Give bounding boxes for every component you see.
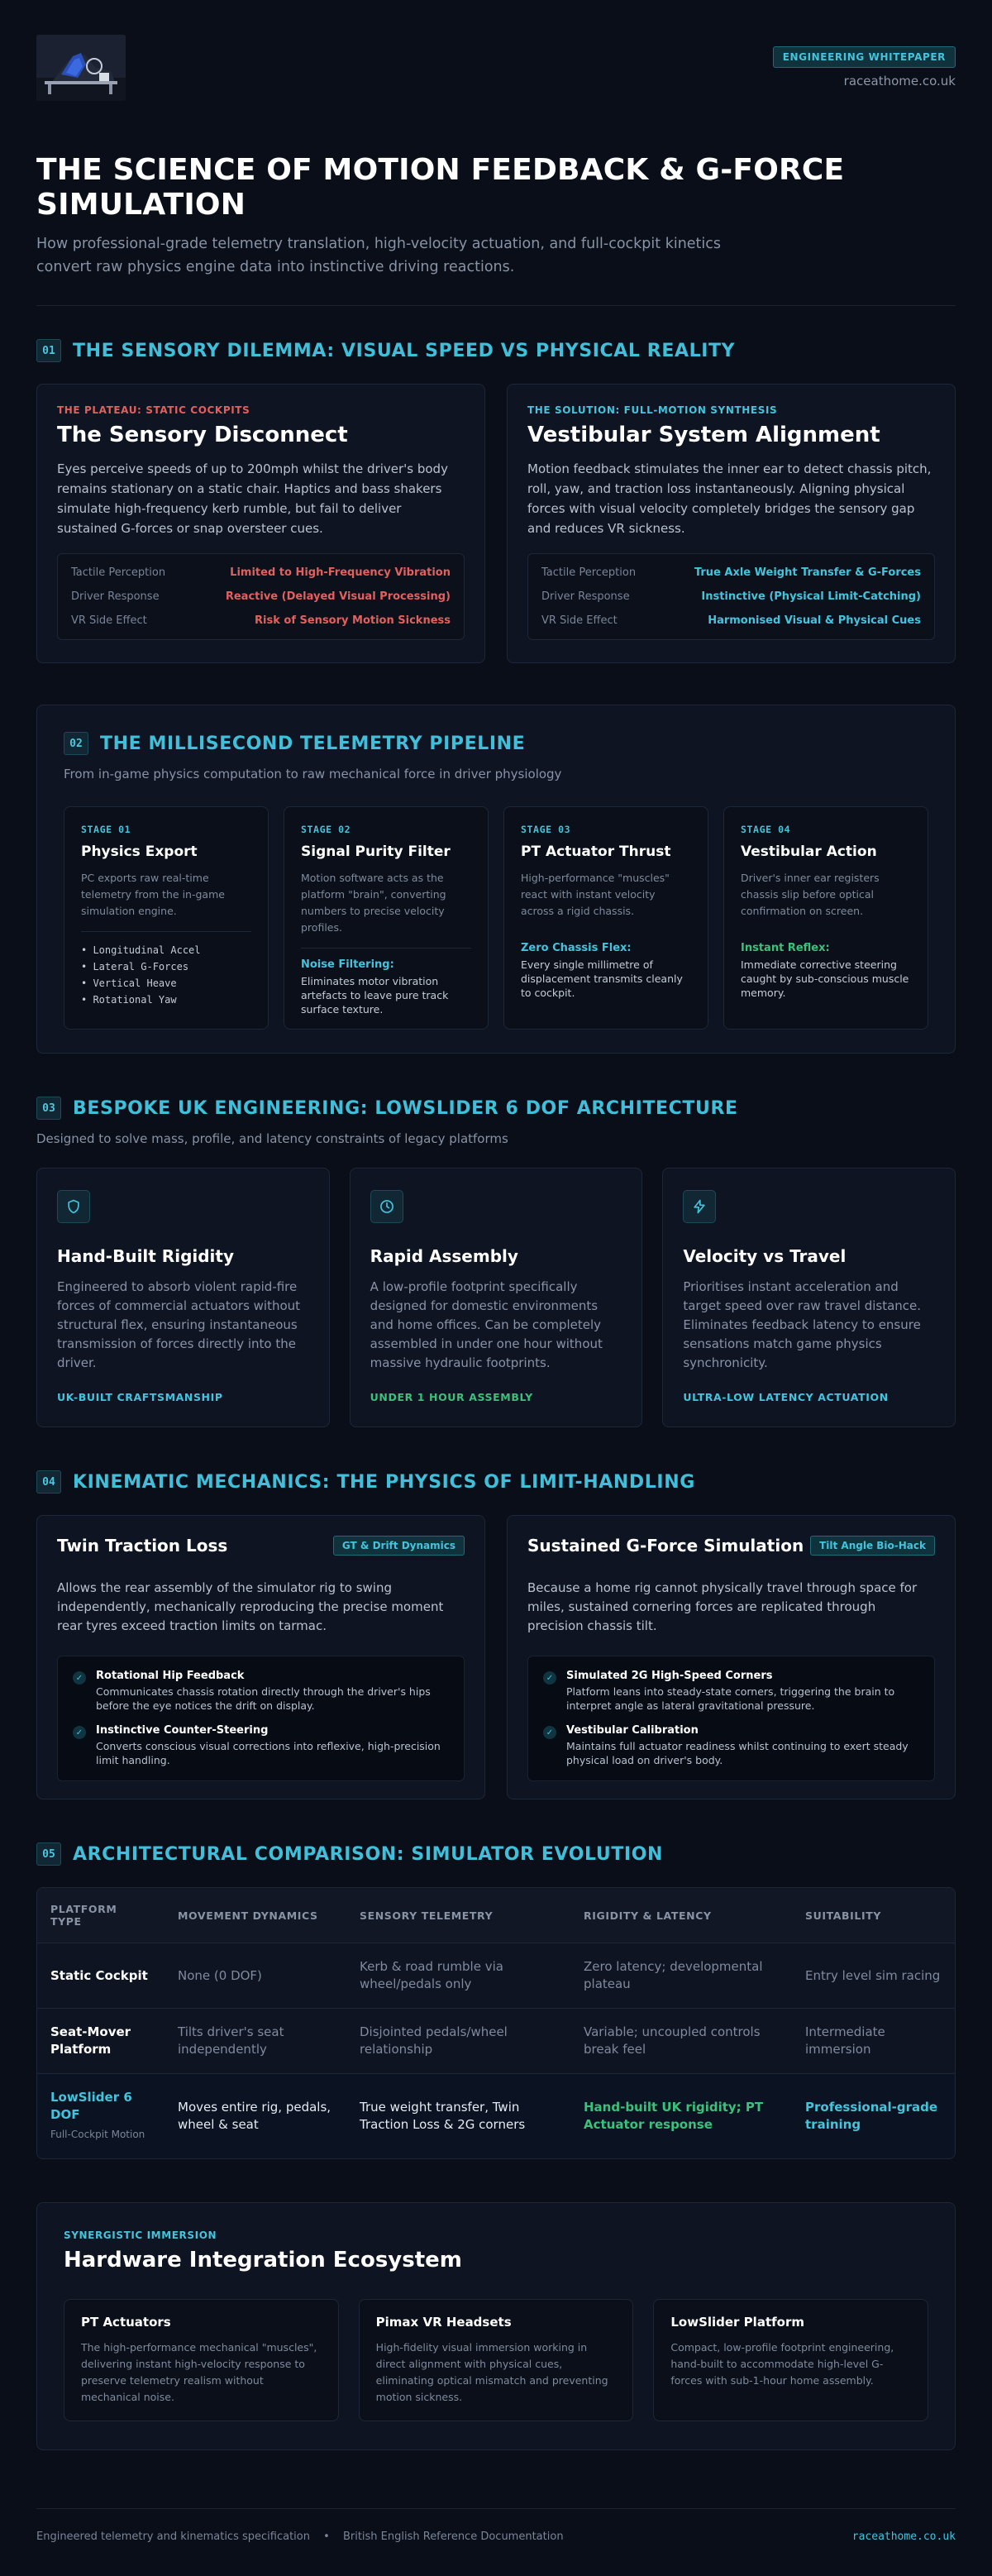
table-header-row	[37, 1888, 955, 1943]
platform-note: Full-Cockpit Motion	[50, 2129, 145, 2140]
card-title: The Sensory Disconnect	[57, 423, 348, 447]
section-title: ARCHITECTURAL COMPARISON: SIMULATOR EVOLUTION	[73, 1843, 664, 1865]
table-cell: Intermediate immersion	[792, 2009, 955, 2074]
benefit-list	[527, 1656, 935, 1781]
twin-traction-card	[36, 1515, 485, 1799]
metric-row	[71, 561, 451, 585]
section-sensory-dilemma	[36, 339, 956, 663]
benefit-title: Simulated 2G High-Speed Corners	[566, 1670, 773, 1682]
section-heading	[36, 1097, 956, 1120]
card-body: Allows the rear assembly of the simulator rig to swing independently, mechanically reproducing the precise moment rear tyres exceed traction limits on tarmac.	[57, 1580, 444, 1633]
stage-divider	[81, 931, 251, 932]
table-cell: Entry level sim racing	[792, 1943, 955, 2009]
platform-name: LowSlider 6 DOF	[50, 2090, 132, 2122]
table-cell: True weight transfer, Twin Traction Loss & 2G corners	[346, 2074, 570, 2159]
stage-label: STAGE 02	[301, 824, 351, 835]
stage-highlight-text: Every single millimetre of displacement transmits cleanly to cockpit.	[521, 958, 683, 999]
section-heading	[36, 339, 956, 362]
ecosystem-card-body: High-fidelity visual immersion working in direct alignment with physical cues, eliminating optical mismatch and preventing motion sickness.	[375, 2341, 608, 2403]
section-title: BESPOKE UK ENGINEERING: LOWSLIDER 6 DOF ARCHITECTURE	[73, 1097, 738, 1119]
stage-divider	[301, 948, 471, 949]
stage-highlight: Noise Filtering:	[301, 958, 394, 971]
benefit-item	[543, 1670, 919, 1713]
table-row-highlighted	[37, 2074, 955, 2159]
g-force-card	[507, 1515, 956, 1799]
metric-value: Limited to High-Frequency Vibration	[230, 566, 451, 579]
comparison-table	[36, 1887, 956, 2159]
benefit-title: Instinctive Counter-Steering	[96, 1724, 269, 1737]
pipeline-stage	[723, 806, 928, 1030]
table-cell	[37, 2074, 165, 2159]
table-cell: Hand-built UK rigidity; PT Actuator response	[570, 2074, 792, 2159]
benefit-list	[57, 1656, 465, 1781]
table-row	[37, 1943, 955, 2009]
benefit-item	[73, 1724, 449, 1767]
feature-card	[662, 1168, 956, 1427]
table-cell: Kerb & road rumble via wheel/pedals only	[346, 1943, 570, 2009]
card-body: Eyes perceive speeds of up to 200mph whilst the driver's body remains stationary on a static chair. Haptics and bass shakers simulate high-frequency kerb rumble, but fail to deliver sustained G-forces or snap oversteer cues.	[57, 461, 448, 536]
stage-label: STAGE 03	[521, 824, 571, 835]
feature-body: A low-profile footprint specifically designed for domestic environments and home offices. Can be completely assembled in under one hour without massive hydraulic footprints.	[370, 1279, 603, 1370]
column-header: MOVEMENT DYNAMICS	[165, 1888, 346, 1943]
table-cell: Professional-grade training	[792, 2074, 955, 2159]
lightning-icon	[683, 1190, 716, 1223]
column-header: SUITABILITY	[792, 1888, 955, 1943]
header-divider	[36, 305, 956, 306]
footer-left	[36, 2531, 564, 2543]
ecosystem-card	[653, 2299, 928, 2421]
telemetry-list	[81, 942, 251, 1008]
table-cell: Seat-Mover Platform	[37, 2009, 165, 2074]
table-cell: Static Cockpit	[37, 1943, 165, 2009]
stage-highlight-text: Immediate corrective steering caught by sub-conscious muscle memory.	[741, 958, 909, 999]
footer-separator: •	[323, 2531, 330, 2543]
stage-highlight: Instant Reflex:	[741, 942, 830, 954]
static-cockpit-card	[36, 384, 485, 663]
benefit-text: Platform leans into steady-state corners, triggering the brain to interpret angle as lateral gravitational pressure.	[566, 1685, 895, 1712]
table-cell: Tilts driver's seat independently	[165, 2009, 346, 2074]
card-body: Motion feedback stimulates the inner ear to detect chassis pitch, roll, yaw, and traction loss instantaneously. Aligning physical forces with visual velocity completely bridges the sensory gap and reduces VR sickness.	[527, 461, 932, 536]
footer-spec-text: Engineered telemetry and kinematics specification	[36, 2531, 310, 2543]
metric-row	[541, 609, 921, 633]
stage-divider	[741, 931, 911, 932]
section-description: Designed to solve mass, profile, and latency constraints of legacy platforms	[36, 1131, 508, 1146]
section-heading	[36, 1842, 956, 1866]
simulator-thumbnail	[36, 35, 126, 101]
card-body: Because a home rig cannot physically travel through space for miles, sustained cornering forces are replicated through precision chassis tilt.	[527, 1580, 918, 1633]
metric-label: Tactile Perception	[71, 566, 166, 579]
check-icon: ✓	[73, 1671, 86, 1685]
metric-value: True Axle Weight Transfer & G-Forces	[694, 566, 921, 579]
benefit-title: Vestibular Calibration	[566, 1724, 699, 1737]
card-eyebrow: THE PLATEAU: STATIC COCKPITS	[57, 404, 250, 416]
metric-label: Tactile Perception	[541, 566, 637, 579]
section-kinematic-mechanics	[36, 1470, 956, 1799]
section-telemetry-pipeline	[36, 705, 956, 1054]
category-pill: Tilt Angle Bio-Hack	[810, 1536, 935, 1556]
metric-label: Driver Response	[541, 590, 630, 603]
stage-highlight-text: Eliminates motor vibration artefacts to leave pure track surface texture.	[301, 975, 449, 1016]
section-eyebrow: SYNERGISTIC IMMERSION	[64, 2230, 217, 2241]
metrics-panel	[527, 553, 935, 640]
page-title: THE SCIENCE OF MOTION FEEDBACK & G-FORCE SIMULATION	[36, 153, 845, 222]
feature-title: Hand-Built Rigidity	[57, 1246, 235, 1266]
benefit-text: Communicates chassis rotation directly through the driver's hips before the eye notices the drift on display.	[96, 1685, 431, 1712]
section-uk-engineering	[36, 1097, 956, 1427]
table-cell: None (0 DOF)	[165, 1943, 346, 2009]
shield-icon	[57, 1190, 90, 1223]
section-title: THE MILLISECOND TELEMETRY PIPELINE	[100, 733, 526, 754]
page-subtitle: How professional-grade telemetry translation, high-velocity actuation, and full-cockpit kinetics convert raw physics engine data into instinctive driving reactions.	[36, 236, 722, 275]
check-icon: ✓	[73, 1726, 86, 1739]
stage-title: Vestibular Action	[741, 844, 877, 860]
stage-highlight: Zero Chassis Flex:	[521, 942, 632, 954]
table-cell: Moves entire rig, pedals, wheel & seat	[165, 2074, 346, 2159]
column-header: RIGIDITY & LATENCY	[570, 1888, 792, 1943]
stage-label: STAGE 01	[81, 824, 131, 835]
section-number: 04	[36, 1470, 61, 1494]
metric-label: VR Side Effect	[71, 614, 147, 627]
stage-title: Signal Purity Filter	[301, 844, 451, 860]
metric-label: VR Side Effect	[541, 614, 618, 627]
table-row	[37, 2009, 955, 2074]
benefit-title: Rotational Hip Feedback	[96, 1670, 245, 1682]
feature-title: Velocity vs Travel	[683, 1246, 847, 1266]
footer	[36, 2508, 956, 2543]
stage-description: Driver's inner ear registers chassis slip before optical confirmation on screen.	[741, 872, 880, 917]
metrics-panel	[57, 553, 465, 640]
site-url[interactable]: raceathome.co.uk	[843, 74, 956, 88]
metric-value: Reactive (Delayed Visual Processing)	[225, 590, 451, 603]
feature-tag: UNDER 1 HOUR ASSEMBLY	[370, 1391, 533, 1403]
metric-row	[541, 585, 921, 609]
whitepaper-badge: ENGINEERING WHITEPAPER	[773, 46, 956, 68]
stage-divider	[521, 931, 691, 932]
stage-description: High-performance "muscles" react with instant velocity across a rigid chassis.	[521, 872, 670, 917]
section-ecosystem	[36, 2202, 956, 2450]
section-number: 05	[36, 1842, 61, 1866]
column-header: SENSORY TELEMETRY	[346, 1888, 570, 1943]
card-title: Twin Traction Loss	[57, 1536, 228, 1556]
feature-body: Engineered to absorb violent rapid-fire forces of commercial actuators without structural flex, ensuring instantaneous transmission of forces directly into the driver.	[57, 1279, 301, 1370]
section-comparison	[36, 1842, 956, 2159]
pipeline-stage	[284, 806, 489, 1030]
check-icon: ✓	[543, 1671, 556, 1685]
stage-title: Physics Export	[81, 844, 198, 860]
metric-value: Risk of Sensory Motion Sickness	[255, 614, 451, 627]
ecosystem-card-body: Compact, low-profile footprint engineering, hand-built to accommodate high-level G-forces with sub-1-hour home assembly.	[670, 2341, 894, 2387]
pipeline-stage	[503, 806, 708, 1030]
column-header: PLATFORM TYPE	[37, 1888, 165, 1943]
list-item: • Lateral G-Forces	[81, 961, 189, 973]
header	[36, 35, 956, 139]
ecosystem-card-body: The high-performance mechanical "muscles", delivering instant high-velocity response to preserve telemetry realism without mechanical noise.	[81, 2341, 317, 2403]
clock-icon	[370, 1190, 403, 1223]
card-title: Vestibular System Alignment	[527, 423, 880, 447]
section-title: Hardware Integration Ecosystem	[64, 2248, 462, 2273]
stage-title: PT Actuator Thrust	[521, 844, 671, 860]
category-pill: GT & Drift Dynamics	[333, 1536, 465, 1556]
metric-row	[71, 609, 451, 633]
stage-label: STAGE 04	[741, 824, 791, 835]
card-title: Sustained G-Force Simulation	[527, 1536, 804, 1556]
stage-description: Motion software acts as the platform "brain", converting numbers to precise velocity profiles.	[301, 872, 446, 934]
metric-value: Harmonised Visual & Physical Cues	[708, 614, 921, 627]
feature-card	[36, 1168, 330, 1427]
ecosystem-card	[359, 2299, 634, 2421]
check-icon: ✓	[543, 1726, 556, 1739]
feature-body: Prioritises instant acceleration and target speed over raw travel distance. Eliminates feedback latency to ensure sensations match game physics synchronicity.	[683, 1279, 922, 1370]
footer-url-link[interactable]: raceathome.co.uk	[851, 2531, 956, 2543]
section-title: THE SENSORY DILEMMA: VISUAL SPEED VS PHYSICAL REALITY	[73, 340, 736, 361]
ecosystem-card	[64, 2299, 339, 2421]
benefit-item	[543, 1724, 919, 1767]
section-heading	[36, 1470, 956, 1494]
list-item: • Longitudinal Accel	[81, 944, 201, 956]
full-motion-card	[507, 384, 956, 663]
metric-label: Driver Response	[71, 590, 160, 603]
footer-doc-text: British English Reference Documentation	[342, 2531, 564, 2543]
stage-description: PC exports raw real-time telemetry from the in-game simulation engine.	[81, 872, 225, 917]
section-number: 03	[36, 1097, 61, 1120]
ecosystem-card-title: LowSlider Platform	[670, 2315, 804, 2330]
section-heading	[64, 732, 928, 755]
table-cell: Variable; uncoupled controls break feel	[570, 2009, 792, 2074]
feature-tag: ULTRA-LOW LATENCY ACTUATION	[683, 1391, 889, 1403]
pipeline-stage	[64, 806, 269, 1030]
benefit-text: Maintains full actuator readiness whilst continuing to exert steady physical load on driver's body.	[566, 1740, 909, 1766]
section-number: 01	[36, 339, 61, 362]
card-eyebrow: THE SOLUTION: FULL-MOTION SYNTHESIS	[527, 404, 778, 416]
list-item: • Vertical Heave	[81, 977, 177, 989]
feature-card	[350, 1168, 643, 1427]
section-number: 02	[64, 732, 88, 755]
list-item: • Rotational Yaw	[81, 994, 177, 1006]
metric-row	[71, 585, 451, 609]
feature-title: Rapid Assembly	[370, 1246, 518, 1266]
benefit-text: Converts conscious visual corrections into reflexive, high-precision limit handling.	[96, 1740, 441, 1766]
table-cell: Disjointed pedals/wheel relationship	[346, 2009, 570, 2074]
section-title: KINEMATIC MECHANICS: THE PHYSICS OF LIMIT-HANDLING	[73, 1471, 695, 1493]
metric-row	[541, 561, 921, 585]
section-description: From in-game physics computation to raw mechanical force in driver physiology	[64, 767, 562, 781]
ecosystem-card-title: PT Actuators	[81, 2315, 171, 2330]
feature-tag: UK-BUILT CRAFTSMANSHIP	[57, 1391, 223, 1403]
ecosystem-card-title: Pimax VR Headsets	[375, 2315, 512, 2330]
benefit-item	[73, 1670, 449, 1713]
metric-value: Instinctive (Physical Limit-Catching)	[701, 590, 921, 603]
table-cell: Zero latency; developmental plateau	[570, 1943, 792, 2009]
